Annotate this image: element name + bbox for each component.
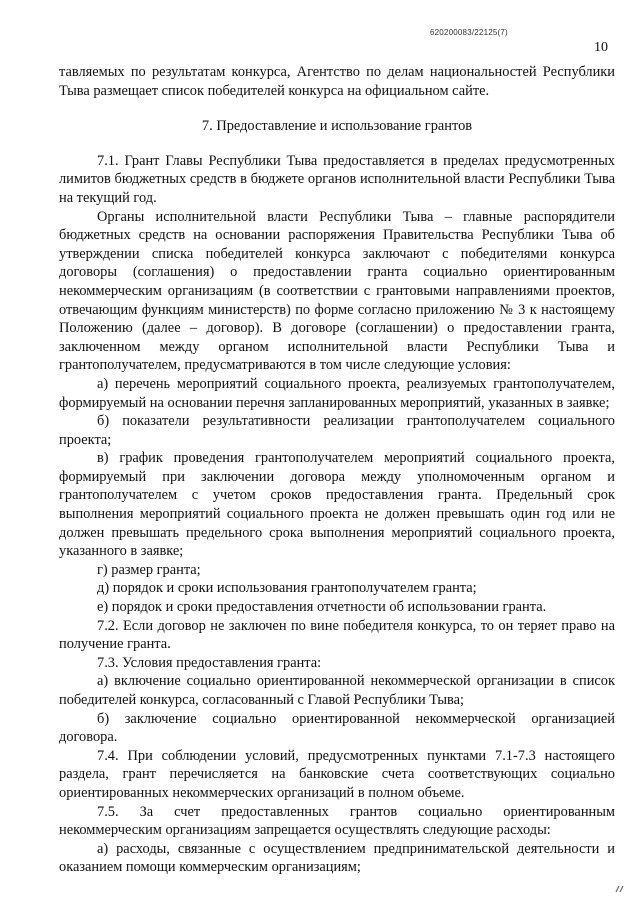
section-title: 7. Предоставление и использование грантов	[201, 118, 473, 135]
condition-b: б) заключение социально ориентированной некоммерческой организацией договора.	[59, 710, 615, 746]
condition-a: а) включение социально ориентированной некоммерческой организации в список победителей конкурса, согласованный с Главой Республики Тыва;	[59, 673, 615, 708]
page-number: 10	[594, 40, 608, 55]
paragraph-organs: Органы исполнительной власти Республики Тыва – главные распорядители бюджетных средств на основании распоряжения Правительства Республики Тыва об утверждении списка победителей конкурса заключают с победителями конкурса договоры (соглашения) о предоставлении гранта социально ориентированным некоммерческим организациям (в соответствии с грантовыми направлениями проектов, отвечающим функциям министерств) по форме согласно приложению № 3 к настоящему Положению (далее – договор). В договоре (соглашении) о предоставлении гранта, заключенном между органом исполнительной власти Республики Тыва и грантополучателем, предусматриваются в том числе следующие условия:	[59, 208, 615, 374]
document-id: 620200083/22125(7)	[430, 28, 508, 37]
handwritten-mark-icon	[614, 884, 626, 897]
list-item-b: б) показатели результативности реализации грантополучателем социального проекта;	[59, 413, 615, 448]
list-item-e: е) порядок и сроки предоставления отчетности об использовании гранта.	[97, 599, 547, 616]
list-item-a: а) перечень мероприятий социального проекта, реализуемых грантополучателем, формируемый на основании перечня запланированных мероприятий, указанных в заявке;	[59, 375, 615, 411]
document-body	[59, 63, 615, 877]
paragraph-7-5: 7.5. За счет предоставленных грантов социально ориентированным некоммерческим организациям запрещается осуществлять следующие расходы:	[59, 803, 615, 839]
list-item-d: д) порядок и сроки использования грантополучателем гранта;	[97, 580, 477, 597]
paragraph-7-1: 7.1. Грант Главы Республики Тыва предоставляется в пределах предусмотренных лимитов бюджетных средств в бюджете органов исполнительной власти Республики Тыва на текущий год.	[59, 152, 615, 206]
expense-item-a: а) расходы, связанные с осуществлением предпринимательской деятельности и оказанием помощи коммерческим организациям;	[59, 840, 615, 876]
list-item-v: в) график проведения грантополучателем мероприятий социального проекта, формируемый при заключении договора между уполномоченным органом и грантополучателем с учетом сроков предоставления гранта. Предельный срок выполнения мероприятий социального проекта не должен превышать один год или не должен превышать предельного срока выполнения мероприятий социального проекта, указанного в заявке;	[59, 450, 615, 560]
paragraph-7-3: 7.3. Условия предоставления гранта:	[97, 654, 322, 671]
list-item-g: г) размер гранта;	[97, 561, 201, 578]
paragraph-7-4: 7.4. При соблюдении условий, предусмотренных пунктами 7.1-7.3 настоящего раздела, грант перечисляется на банковские счета соответствующих социально ориентированных некоммерческих организаций в полном объеме.	[59, 747, 615, 801]
paragraph-7-2: 7.2. Если договор не заключен по вине победителя конкурса, то он теряет право на получение гранта.	[59, 617, 615, 653]
intro-paragraph: тавляемых по результатам конкурса, Агентство по делам национальностей Республики Тыва размещает список победителей конкурса на официальном сайте.	[59, 64, 615, 99]
